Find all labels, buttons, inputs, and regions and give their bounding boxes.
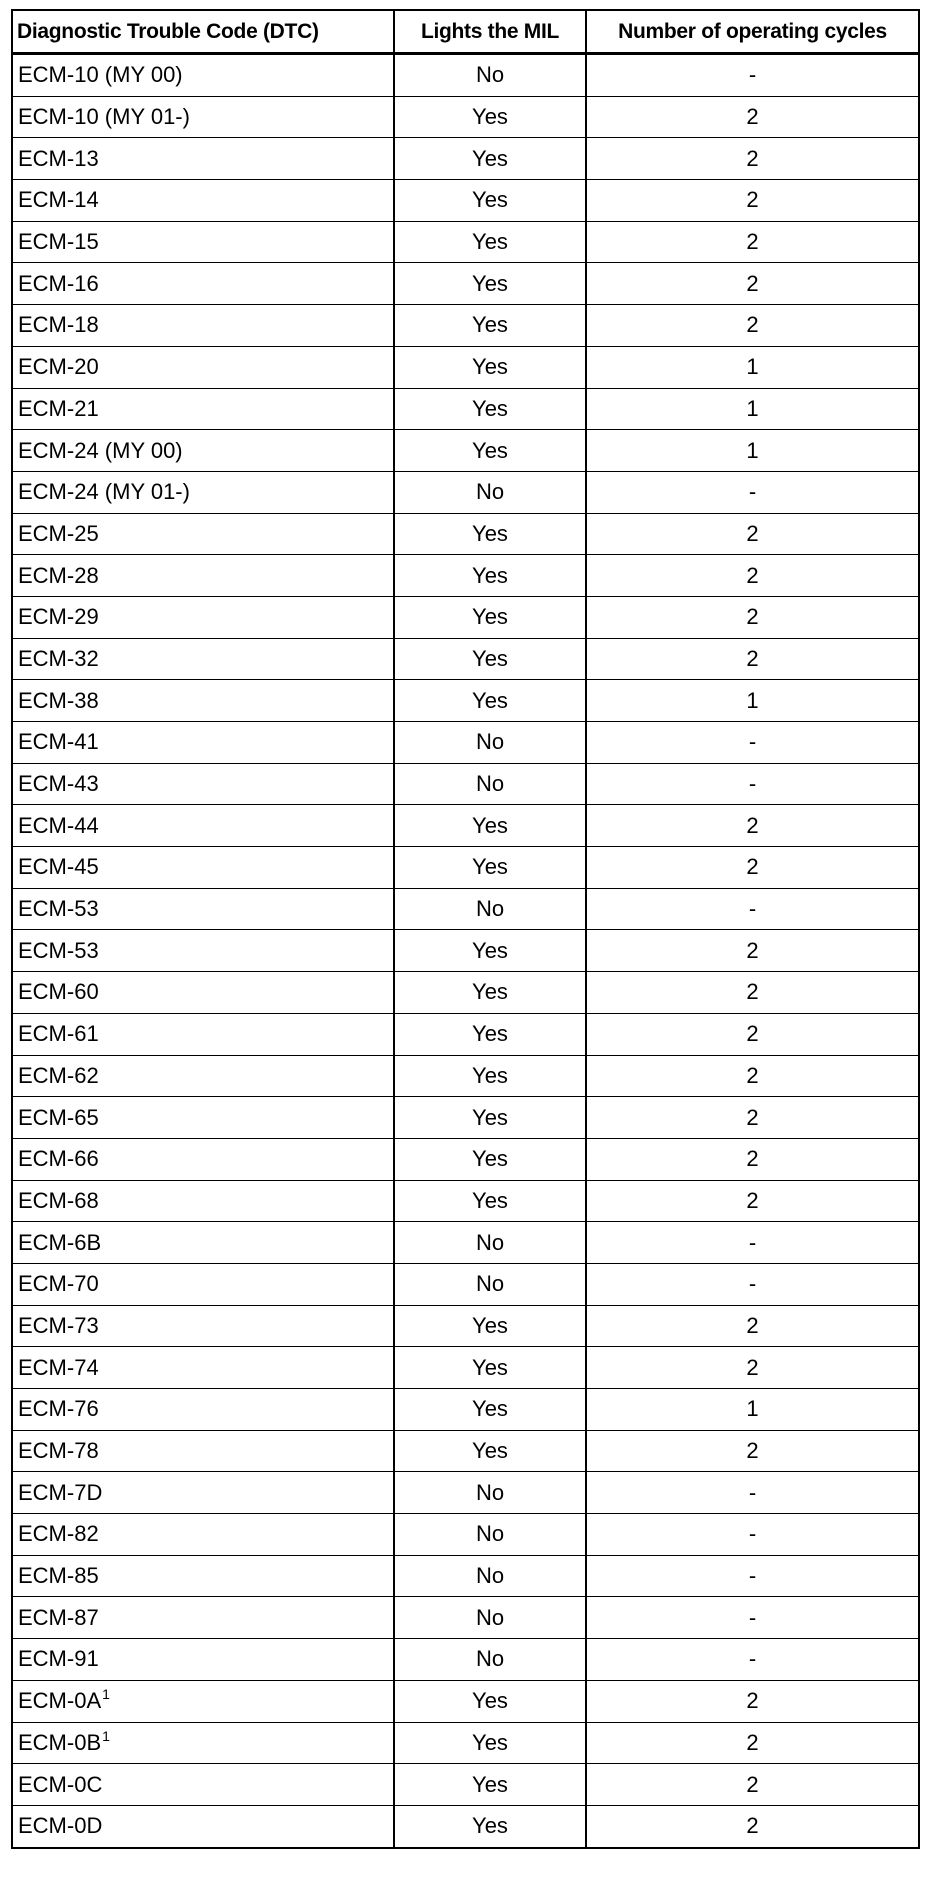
dtc-code: ECM-15 bbox=[18, 229, 99, 255]
operating-cycles-cell: 2 bbox=[586, 930, 919, 972]
table-row bbox=[12, 1263, 919, 1305]
dtc-code: ECM-10 (MY 00) bbox=[18, 62, 183, 88]
lights-mil-cell: Yes bbox=[394, 596, 586, 638]
dtc-code-cell bbox=[12, 930, 394, 972]
lights-mil-cell: Yes bbox=[394, 138, 586, 180]
operating-cycles-cell: 2 bbox=[586, 1013, 919, 1055]
dtc-code-cell bbox=[12, 1639, 394, 1681]
table-row bbox=[12, 471, 919, 513]
dtc-code-cell bbox=[12, 346, 394, 388]
table-row bbox=[12, 1555, 919, 1597]
table-row bbox=[12, 888, 919, 930]
lights-mil-cell: Yes bbox=[394, 1722, 586, 1764]
dtc-code-cell bbox=[12, 596, 394, 638]
table-row bbox=[12, 1097, 919, 1139]
operating-cycles-cell: 1 bbox=[586, 680, 919, 722]
header-operating-cycles: Number of operating cycles bbox=[586, 10, 919, 54]
lights-mil-cell: Yes bbox=[394, 513, 586, 555]
table-row bbox=[12, 430, 919, 472]
operating-cycles-cell: 2 bbox=[586, 1097, 919, 1139]
dtc-code: ECM-28 bbox=[18, 562, 99, 588]
dtc-code: ECM-68 bbox=[18, 1187, 99, 1213]
dtc-code: ECM-6B bbox=[18, 1229, 102, 1255]
dtc-code-cell bbox=[12, 722, 394, 764]
lights-mil-cell: Yes bbox=[394, 180, 586, 222]
dtc-code-cell bbox=[12, 305, 394, 347]
table-row bbox=[12, 1138, 919, 1180]
dtc-code: ECM-7D bbox=[18, 1479, 103, 1505]
lights-mil-cell: No bbox=[394, 722, 586, 764]
dtc-code: ECM-70 bbox=[18, 1271, 99, 1297]
table-row bbox=[12, 847, 919, 889]
table-header bbox=[12, 10, 919, 54]
dtc-code-cell bbox=[12, 763, 394, 805]
table-row bbox=[12, 763, 919, 805]
table-row bbox=[12, 1430, 919, 1472]
table-row bbox=[12, 138, 919, 180]
dtc-code-cell bbox=[12, 1263, 394, 1305]
dtc-code: ECM-0C bbox=[18, 1771, 103, 1797]
dtc-code: ECM-85 bbox=[18, 1563, 99, 1589]
lights-mil-cell: No bbox=[394, 54, 586, 97]
dtc-code: ECM-38 bbox=[18, 687, 99, 713]
operating-cycles-cell: 2 bbox=[586, 596, 919, 638]
operating-cycles-cell: 2 bbox=[586, 1722, 919, 1764]
dtc-code-cell bbox=[12, 430, 394, 472]
lights-mil-cell: Yes bbox=[394, 1805, 586, 1847]
table-row bbox=[12, 346, 919, 388]
operating-cycles-cell: 1 bbox=[586, 388, 919, 430]
operating-cycles-cell: 2 bbox=[586, 513, 919, 555]
dtc-code: ECM-21 bbox=[18, 395, 99, 421]
table-row bbox=[12, 555, 919, 597]
dtc-code-cell bbox=[12, 1013, 394, 1055]
operating-cycles-cell: - bbox=[586, 1514, 919, 1556]
operating-cycles-cell: - bbox=[586, 1597, 919, 1639]
lights-mil-cell: Yes bbox=[394, 221, 586, 263]
dtc-code: ECM-82 bbox=[18, 1521, 99, 1547]
dtc-code: ECM-0D bbox=[18, 1813, 103, 1839]
table-row bbox=[12, 1722, 919, 1764]
table-row bbox=[12, 180, 919, 222]
dtc-code: ECM-60 bbox=[18, 979, 99, 1005]
operating-cycles-cell: - bbox=[586, 471, 919, 513]
header-lights-mil: Lights the MIL bbox=[394, 10, 586, 54]
table-row bbox=[12, 388, 919, 430]
dtc-code-cell bbox=[12, 1305, 394, 1347]
dtc-code: ECM-74 bbox=[18, 1354, 99, 1380]
dtc-code-cell bbox=[12, 972, 394, 1014]
lights-mil-cell: No bbox=[394, 1597, 586, 1639]
dtc-code-cell bbox=[12, 221, 394, 263]
operating-cycles-cell: 2 bbox=[586, 847, 919, 889]
dtc-code: ECM-0B bbox=[18, 1729, 102, 1755]
dtc-code-cell bbox=[12, 1222, 394, 1264]
dtc-code-cell bbox=[12, 1055, 394, 1097]
operating-cycles-cell: 2 bbox=[586, 972, 919, 1014]
dtc-code-cell bbox=[12, 1180, 394, 1222]
operating-cycles-cell: - bbox=[586, 1472, 919, 1514]
table-row bbox=[12, 1597, 919, 1639]
dtc-code: ECM-24 (MY 01-) bbox=[18, 479, 190, 505]
footnote-marker: 1 bbox=[102, 1686, 110, 1703]
operating-cycles-cell: 2 bbox=[586, 1347, 919, 1389]
dtc-code-cell bbox=[12, 1430, 394, 1472]
operating-cycles-cell: 2 bbox=[586, 1305, 919, 1347]
header-row bbox=[12, 10, 919, 54]
dtc-code: ECM-25 bbox=[18, 520, 99, 546]
lights-mil-cell: Yes bbox=[394, 388, 586, 430]
lights-mil-cell: Yes bbox=[394, 1097, 586, 1139]
dtc-code: ECM-87 bbox=[18, 1604, 99, 1630]
table-row bbox=[12, 221, 919, 263]
dtc-code: ECM-32 bbox=[18, 645, 99, 671]
footnote-marker: 1 bbox=[102, 1727, 110, 1744]
lights-mil-cell: Yes bbox=[394, 1430, 586, 1472]
dtc-code-cell bbox=[12, 805, 394, 847]
dtc-code: ECM-0A bbox=[18, 1688, 102, 1714]
table-row bbox=[12, 638, 919, 680]
table-row bbox=[12, 54, 919, 97]
lights-mil-cell: Yes bbox=[394, 430, 586, 472]
dtc-code: ECM-65 bbox=[18, 1104, 99, 1130]
operating-cycles-cell: 2 bbox=[586, 1138, 919, 1180]
lights-mil-cell: No bbox=[394, 888, 586, 930]
table-row bbox=[12, 1472, 919, 1514]
dtc-code-cell bbox=[12, 1472, 394, 1514]
operating-cycles-cell: - bbox=[586, 763, 919, 805]
operating-cycles-cell: 1 bbox=[586, 1389, 919, 1431]
dtc-code: ECM-53 bbox=[18, 896, 99, 922]
table-row bbox=[12, 680, 919, 722]
table-row bbox=[12, 1222, 919, 1264]
lights-mil-cell: Yes bbox=[394, 1347, 586, 1389]
dtc-code-cell bbox=[12, 1389, 394, 1431]
lights-mil-cell: Yes bbox=[394, 346, 586, 388]
operating-cycles-cell: 2 bbox=[586, 805, 919, 847]
operating-cycles-cell: 2 bbox=[586, 1430, 919, 1472]
lights-mil-cell: Yes bbox=[394, 1305, 586, 1347]
operating-cycles-cell: 2 bbox=[586, 263, 919, 305]
lights-mil-cell: No bbox=[394, 763, 586, 805]
dtc-code: ECM-44 bbox=[18, 812, 99, 838]
dtc-code: ECM-14 bbox=[18, 187, 99, 213]
table-row bbox=[12, 1805, 919, 1847]
operating-cycles-cell: 2 bbox=[586, 1180, 919, 1222]
lights-mil-cell: Yes bbox=[394, 1764, 586, 1806]
dtc-code: ECM-62 bbox=[18, 1062, 99, 1088]
table-row bbox=[12, 1180, 919, 1222]
dtc-code: ECM-24 (MY 00) bbox=[18, 437, 183, 463]
table-row bbox=[12, 513, 919, 555]
operating-cycles-cell: 2 bbox=[586, 96, 919, 138]
table-row bbox=[12, 596, 919, 638]
lights-mil-cell: No bbox=[394, 1472, 586, 1514]
lights-mil-cell: No bbox=[394, 1263, 586, 1305]
lights-mil-cell: No bbox=[394, 1639, 586, 1681]
lights-mil-cell: Yes bbox=[394, 680, 586, 722]
operating-cycles-cell: 2 bbox=[586, 221, 919, 263]
lights-mil-cell: Yes bbox=[394, 805, 586, 847]
lights-mil-cell: Yes bbox=[394, 555, 586, 597]
lights-mil-cell: Yes bbox=[394, 972, 586, 1014]
dtc-code: ECM-29 bbox=[18, 604, 99, 630]
dtc-code: ECM-41 bbox=[18, 729, 99, 755]
lights-mil-cell: No bbox=[394, 1514, 586, 1556]
lights-mil-cell: Yes bbox=[394, 1055, 586, 1097]
dtc-code-cell bbox=[12, 1722, 394, 1764]
dtc-code-cell bbox=[12, 555, 394, 597]
dtc-code-cell bbox=[12, 263, 394, 305]
table-row bbox=[12, 263, 919, 305]
dtc-code: ECM-61 bbox=[18, 1021, 99, 1047]
lights-mil-cell: Yes bbox=[394, 263, 586, 305]
table-row bbox=[12, 96, 919, 138]
lights-mil-cell: No bbox=[394, 1222, 586, 1264]
operating-cycles-cell: - bbox=[586, 1555, 919, 1597]
dtc-code: ECM-78 bbox=[18, 1438, 99, 1464]
header-dtc: Diagnostic Trouble Code (DTC) bbox=[12, 10, 394, 54]
dtc-code-cell bbox=[12, 1347, 394, 1389]
operating-cycles-cell: - bbox=[586, 722, 919, 764]
dtc-code: ECM-53 bbox=[18, 937, 99, 963]
dtc-code-cell bbox=[12, 54, 394, 97]
table-row bbox=[12, 1305, 919, 1347]
table-row bbox=[12, 1013, 919, 1055]
table-row bbox=[12, 305, 919, 347]
operating-cycles-cell: 2 bbox=[586, 1805, 919, 1847]
table-row bbox=[12, 1680, 919, 1722]
table-row bbox=[12, 805, 919, 847]
operating-cycles-cell: 2 bbox=[586, 1680, 919, 1722]
operating-cycles-cell: 2 bbox=[586, 638, 919, 680]
operating-cycles-cell: 2 bbox=[586, 1764, 919, 1806]
dtc-code-cell bbox=[12, 1514, 394, 1556]
dtc-code: ECM-10 (MY 01-) bbox=[18, 104, 190, 130]
lights-mil-cell: Yes bbox=[394, 1138, 586, 1180]
lights-mil-cell: Yes bbox=[394, 305, 586, 347]
table-row bbox=[12, 1639, 919, 1681]
table-row bbox=[12, 1514, 919, 1556]
table-row bbox=[12, 972, 919, 1014]
operating-cycles-cell: 1 bbox=[586, 430, 919, 472]
dtc-code-cell bbox=[12, 888, 394, 930]
dtc-code-cell bbox=[12, 513, 394, 555]
dtc-code-cell bbox=[12, 471, 394, 513]
dtc-code: ECM-76 bbox=[18, 1396, 99, 1422]
dtc-code-cell bbox=[12, 138, 394, 180]
table-row bbox=[12, 1347, 919, 1389]
lights-mil-cell: No bbox=[394, 1555, 586, 1597]
lights-mil-cell: Yes bbox=[394, 96, 586, 138]
dtc-code-cell bbox=[12, 96, 394, 138]
dtc-code: ECM-43 bbox=[18, 771, 99, 797]
operating-cycles-cell: 2 bbox=[586, 305, 919, 347]
operating-cycles-cell: 2 bbox=[586, 138, 919, 180]
document-page bbox=[11, 9, 920, 1849]
operating-cycles-cell: 2 bbox=[586, 555, 919, 597]
dtc-code: ECM-16 bbox=[18, 270, 99, 296]
dtc-code-cell bbox=[12, 1805, 394, 1847]
operating-cycles-cell: - bbox=[586, 1222, 919, 1264]
lights-mil-cell: Yes bbox=[394, 847, 586, 889]
dtc-code-cell bbox=[12, 638, 394, 680]
dtc-code-cell bbox=[12, 388, 394, 430]
operating-cycles-cell: 1 bbox=[586, 346, 919, 388]
dtc-code-cell bbox=[12, 1555, 394, 1597]
dtc-code-cell bbox=[12, 1764, 394, 1806]
dtc-code-cell bbox=[12, 680, 394, 722]
dtc-code: ECM-91 bbox=[18, 1646, 99, 1672]
table-body bbox=[12, 54, 919, 1848]
operating-cycles-cell: 2 bbox=[586, 1055, 919, 1097]
dtc-code-cell bbox=[12, 1680, 394, 1722]
lights-mil-cell: Yes bbox=[394, 638, 586, 680]
dtc-code: ECM-66 bbox=[18, 1146, 99, 1172]
operating-cycles-cell: - bbox=[586, 888, 919, 930]
dtc-code: ECM-20 bbox=[18, 354, 99, 380]
dtc-table bbox=[11, 9, 920, 1849]
dtc-code: ECM-73 bbox=[18, 1312, 99, 1338]
dtc-code-cell bbox=[12, 180, 394, 222]
table-row bbox=[12, 1389, 919, 1431]
operating-cycles-cell: - bbox=[586, 54, 919, 97]
dtc-code: ECM-18 bbox=[18, 312, 99, 338]
dtc-code: ECM-45 bbox=[18, 854, 99, 880]
lights-mil-cell: Yes bbox=[394, 1180, 586, 1222]
table-row bbox=[12, 1764, 919, 1806]
dtc-code-cell bbox=[12, 847, 394, 889]
table-row bbox=[12, 1055, 919, 1097]
lights-mil-cell: Yes bbox=[394, 930, 586, 972]
dtc-code-cell bbox=[12, 1097, 394, 1139]
dtc-code-cell bbox=[12, 1597, 394, 1639]
lights-mil-cell: Yes bbox=[394, 1389, 586, 1431]
table-row bbox=[12, 930, 919, 972]
operating-cycles-cell: - bbox=[586, 1639, 919, 1681]
lights-mil-cell: Yes bbox=[394, 1680, 586, 1722]
table-row bbox=[12, 722, 919, 764]
lights-mil-cell: Yes bbox=[394, 1013, 586, 1055]
operating-cycles-cell: 2 bbox=[586, 180, 919, 222]
lights-mil-cell: No bbox=[394, 471, 586, 513]
operating-cycles-cell: - bbox=[586, 1263, 919, 1305]
dtc-code-cell bbox=[12, 1138, 394, 1180]
dtc-code: ECM-13 bbox=[18, 145, 99, 171]
